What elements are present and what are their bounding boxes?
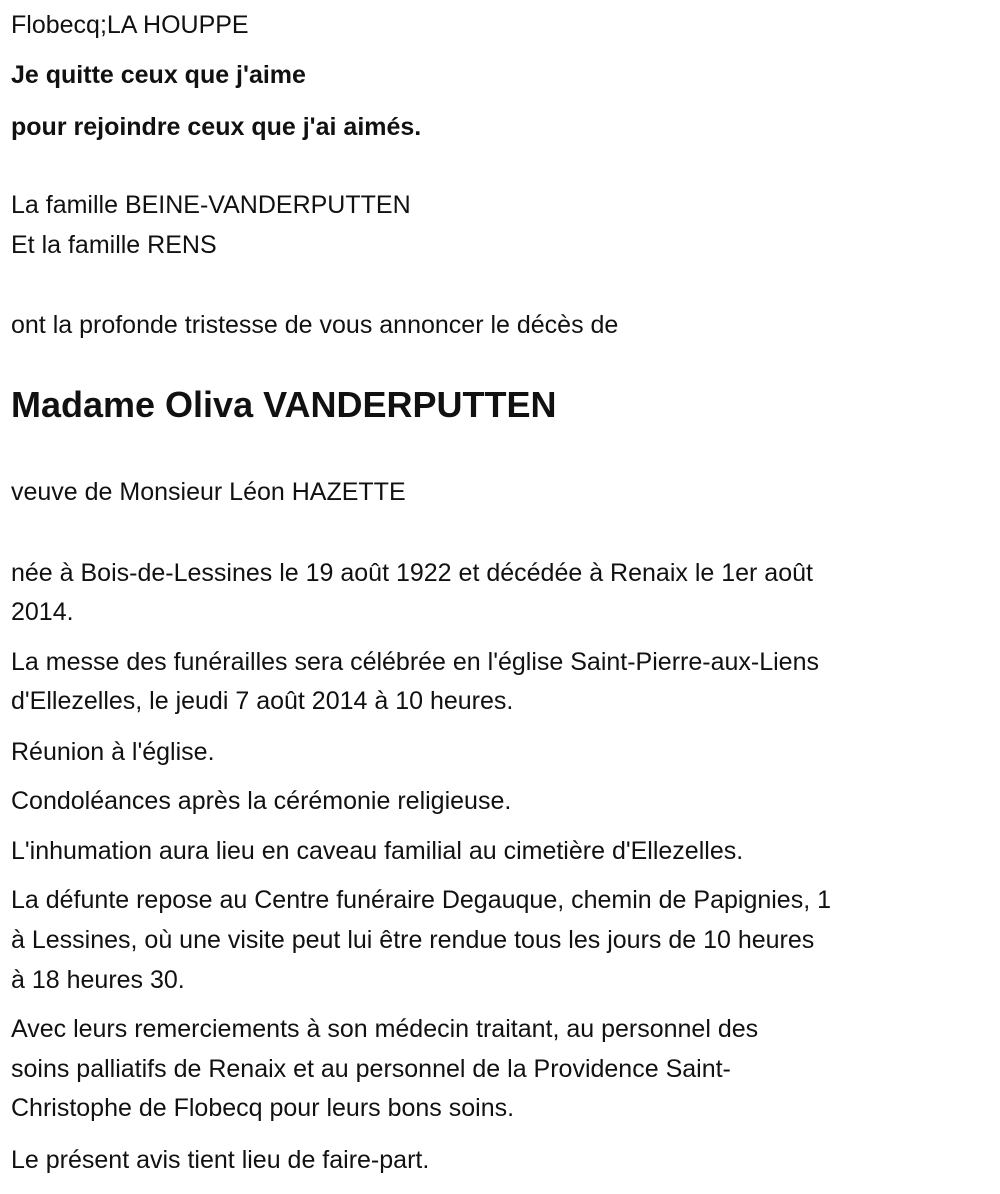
deceased-name: Madame Oliva VANDERPUTTEN	[11, 384, 557, 425]
repose-line-3: à 18 heures 30.	[11, 966, 185, 994]
thanks-line-3: Christophe de Flobecq pour leurs bons soins.	[11, 1094, 515, 1122]
family-1: La famille BEINE-VANDERPUTTEN	[11, 191, 411, 219]
meeting: Réunion à l'église.	[11, 738, 215, 766]
location-header: Flobecq;LA HOUPPE	[11, 11, 249, 39]
mass-line-2: d'Ellezelles, le jeudi 7 août 2014 à 10 heures.	[11, 687, 514, 715]
repose-line-1: La défunte repose au Centre funéraire Degauque, chemin de Papignies, 1	[11, 886, 832, 914]
thanks-line-2: soins palliatifs de Renaix et au personnel de la Providence Saint-	[11, 1055, 731, 1083]
widow-of: veuve de Monsieur Léon HAZETTE	[11, 478, 406, 506]
quote-line-2: pour rejoindre ceux que j'ai aimés.	[11, 113, 422, 141]
family-2: Et la famille RENS	[11, 231, 217, 259]
quote-line-1: Je quitte ceux que j'aime	[11, 61, 306, 89]
announcement: ont la profonde tristesse de vous annoncer le décès de	[11, 311, 619, 339]
mass-line-1: La messe des funérailles sera célébrée en l'église Saint-Pierre-aux-Liens	[11, 648, 819, 676]
burial: L'inhumation aura lieu en caveau familial au cimetière d'Ellezelles.	[11, 837, 744, 865]
thanks-line-1: Avec leurs remerciements à son médecin traitant, au personnel des	[11, 1015, 759, 1043]
closing: Le présent avis tient lieu de faire-part.	[11, 1146, 430, 1174]
condolences: Condoléances après la cérémonie religieuse.	[11, 787, 512, 815]
repose-line-2: à Lessines, où une visite peut lui être rendue tous les jours de 10 heures	[11, 926, 815, 954]
birth-death-line-2: 2014.	[11, 598, 74, 626]
birth-death-line-1: née à Bois-de-Lessines le 19 août 1922 et décédée à Renaix le 1er août	[11, 559, 813, 587]
